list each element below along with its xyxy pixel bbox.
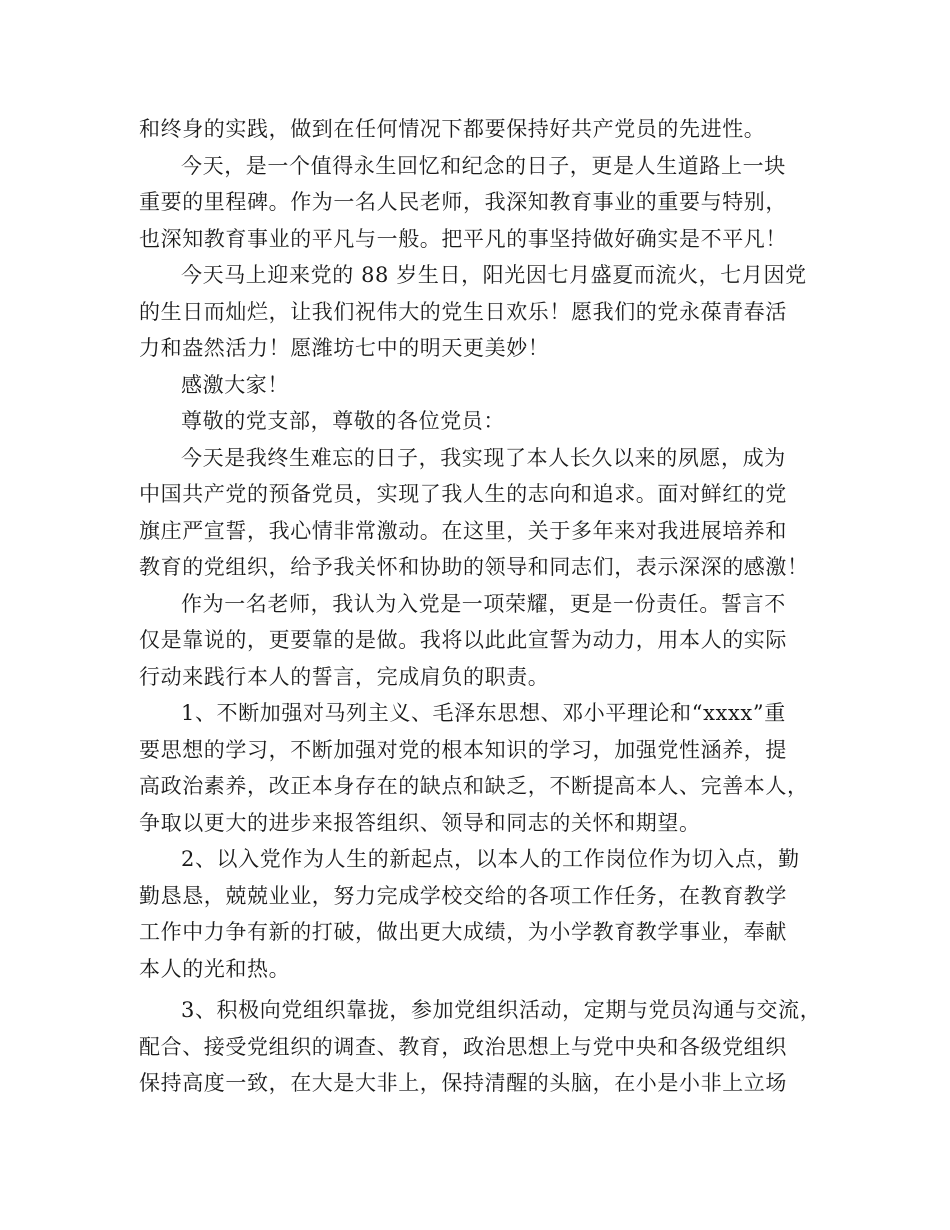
text-line: 配合、接受党组织的调查、教育，政治思想上与党中央和各级党组织 — [139, 1034, 787, 1059]
text-line: 重要的里程碑。作为一名人民老师，我深知教育事业的重要与特别， — [139, 190, 787, 214]
text-line: 行动来践行本人的誓言，完成肩负的职责。 — [139, 664, 550, 689]
text-line: 勤恳恳，兢兢业业，努力完成学校交给的各项工作任务，在教育教学 — [139, 883, 787, 908]
text-line: 3、积极向党组织靠拢，参加党组织活动，定期与党员沟通与交流， — [181, 998, 822, 1022]
text-line: 作为一名老师，我认为入党是一项荣耀，更是一份责任。誓言不 — [181, 591, 786, 616]
text-line: 争取以更大的进步来报答组织、领导和同志的关怀和期望。 — [139, 810, 701, 835]
text-line: 中国共产党的预备党员，实现了我人生的志向和追求。面对鲜红的党 — [139, 482, 787, 506]
text-line: 工作中力争有新的打破，做出更大成绩，为小学教育教学事业，奉献 — [139, 920, 787, 944]
document-body — [139, 111, 822, 1102]
text-line: 也深知教育事业的平凡与一般。把平凡的事坚持做好确实是不平凡！ — [139, 226, 787, 251]
text-line: 今天，是一个值得永生回忆和纪念的日子，更是人生道路上一块 — [181, 153, 786, 178]
text-line: 旗庄严宣誓，我心情非常激动。在这里，关于多年来对我进展培养和 — [139, 518, 787, 543]
text-line: 本人的光和热。 — [139, 956, 291, 981]
text-line: 保持高度一致，在大是大非上，保持清醒的头脑，在小是小非上立场 — [139, 1071, 787, 1095]
text-line: 今天马上迎来党的 88 岁生日，阳光因七月盛夏而流火，七月因党 — [181, 263, 807, 287]
text-line: 和终身的实践，做到在任何情况下都要保持好共产党员的先进性。 — [139, 117, 766, 141]
text-line: 尊敬的党支部，尊敬的各位党员： — [181, 409, 505, 433]
text-line: 的生日而灿烂，让我们祝伟大的党生日欢乐！愿我们的党永葆青春活 — [139, 299, 787, 324]
text-line: 1、不断加强对马列主义、毛泽东思想、邓小平理论和“xxxx”重 — [181, 701, 786, 725]
text-line: 感激大家！ — [181, 372, 289, 397]
text-line: 教育的党组织，给予我关怀和协助的领导和同志们，表示深深的感激！ — [139, 555, 809, 579]
text-line: 高政治素养，改正本身存在的缺点和缺乏，不断提高本人、完善本人， — [139, 774, 809, 798]
text-line: 仅是靠说的，更要靠的是做。我将以此此宣誓为动力，用本人的实际 — [139, 628, 787, 652]
text-line: 力和盎然活力！愿潍坊七中的明天更美妙！ — [139, 336, 550, 360]
text-line: 今天是我终生难忘的日子，我实现了本人长久以来的夙愿，成为 — [181, 445, 786, 470]
text-line: 2、以入党作为人生的新起点，以本人的工作岗位作为切入点，勤 — [181, 847, 800, 871]
text-line: 要思想的学习，不断加强对党的根本知识的学习，加强党性涵养，提 — [139, 737, 787, 762]
